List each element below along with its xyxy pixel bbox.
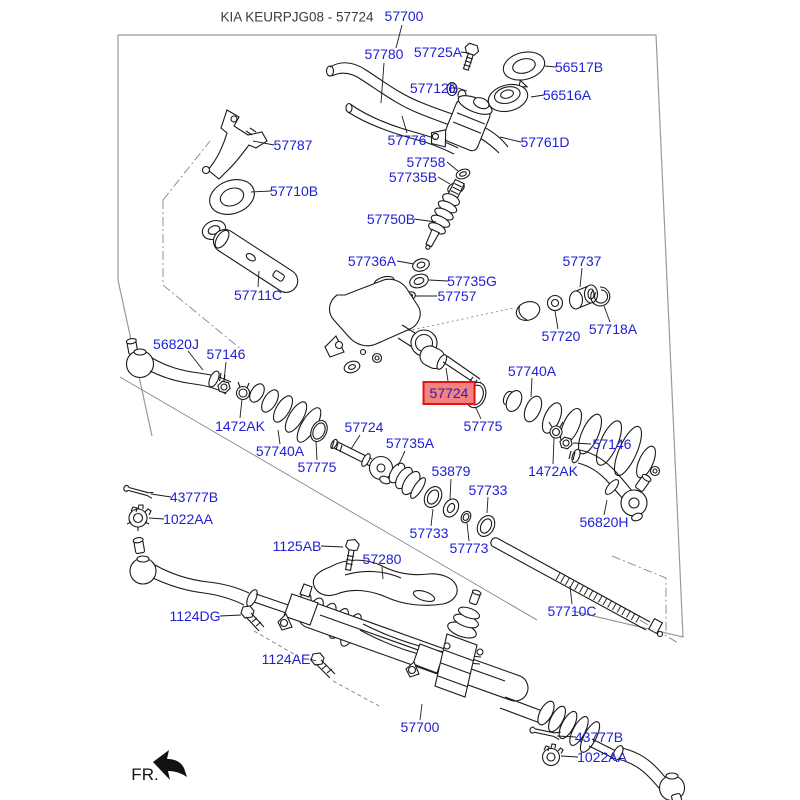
part-label-57740a-23: 57740A <box>255 443 305 459</box>
part-label-57710c-36: 57710C <box>547 603 597 619</box>
washer-53879 <box>440 496 461 519</box>
part-label-57761d-6: 57761D <box>520 134 570 150</box>
fr-label: FR. <box>131 765 159 784</box>
part-label-1022aa-45: 1022AA <box>577 749 627 765</box>
part-label-1472ak-34: 1472AK <box>528 463 578 479</box>
bolt-1124dg <box>241 606 264 631</box>
clamp-1472ak-left <box>237 382 250 400</box>
part-label-57711c-15: 57711C <box>233 287 283 303</box>
part-label-57736a-11: 57736A <box>347 253 397 269</box>
ring-57758 <box>455 167 471 180</box>
part-label-57700-0: 57700 <box>384 8 424 24</box>
washer-57736a <box>411 257 431 274</box>
part-label-57700-43: 57700 <box>400 719 440 735</box>
part-label-57146-21: 57146 <box>206 346 246 362</box>
part-label-57775-31: 57775 <box>463 418 503 434</box>
diagram-title: KIA KEURPJG08 - 57724 <box>220 9 374 25</box>
part-label-56516a-5: 56516A <box>542 87 592 103</box>
nut-57720 <box>548 296 563 311</box>
bracket-57787 <box>203 110 268 179</box>
part-label-57724-25: 57724 <box>344 419 384 435</box>
part-label-56820h-35: 56820H <box>579 514 629 530</box>
part-label-56820j-20: 56820J <box>153 336 199 352</box>
o-ring-57773 <box>459 510 473 525</box>
tube-57711c <box>200 217 303 297</box>
part-label-1125ab-37: 1125AB <box>272 538 322 554</box>
bushing-57737 <box>570 285 598 309</box>
part-label-1124dg-39: 1124DG <box>169 608 221 624</box>
part-label-1472ak-22: 1472AK <box>215 418 265 434</box>
inner-tie-rod-left <box>329 438 392 485</box>
part-label-57710b-14: 57710B <box>269 183 319 199</box>
part-label-57750b-10: 57750B <box>366 211 416 227</box>
part-label-57733-29: 57733 <box>468 482 508 498</box>
part-label-57720-18: 57720 <box>541 328 581 344</box>
valve-body-57761d <box>428 85 495 160</box>
part-label-57280-38: 57280 <box>362 551 402 567</box>
part-label-57733-28: 57733 <box>409 525 449 541</box>
part-label-57740a-32: 57740A <box>507 363 557 379</box>
part-label-1022aa-42: 1022AA <box>163 511 213 527</box>
cotter-pin-43777b-top <box>123 485 153 498</box>
part-label-53879-27: 53879 <box>431 463 471 479</box>
part-label-43777b-44: 43777B <box>574 729 624 745</box>
part-label-1124ae-40: 1124AE <box>261 651 311 667</box>
part-label-57758-8: 57758 <box>406 154 446 170</box>
part-label-57146-33: 57146 <box>592 436 632 452</box>
part-label-57735a-26: 57735A <box>385 435 435 451</box>
part-label-57725a-2: 57725A <box>413 44 463 60</box>
part-label-57735b-9: 57735B <box>388 169 438 185</box>
nut-57146-left <box>217 380 231 394</box>
part-label-57718a-19: 57718A <box>588 321 638 337</box>
part-label-57776-7: 57776 <box>387 132 427 148</box>
castle-nut-1022aa-top <box>127 505 151 531</box>
boot-57740a-right <box>501 388 659 480</box>
part-label-57775-24: 57775 <box>297 459 337 475</box>
part-label-57780-1: 57780 <box>364 46 404 62</box>
part-label-57735g-16: 57735G <box>447 273 497 289</box>
part-label-57773-30: 57773 <box>449 540 489 556</box>
part-label-57757-17: 57757 <box>437 288 477 304</box>
inner-tie-rod-center <box>417 343 481 386</box>
ring-57733-a <box>421 484 445 511</box>
pinion-shaft-57750b <box>418 177 469 253</box>
part-label-57712b-4: 57712B <box>409 80 459 96</box>
bolt-1124ae <box>311 653 335 678</box>
part-label-56517b-3: 56517B <box>554 59 604 75</box>
ring-57733-b <box>474 513 498 540</box>
part-label-43777b-41: 43777B <box>169 489 219 505</box>
cup-part <box>514 298 543 323</box>
part-label-57737-12: 57737 <box>562 253 602 269</box>
seal-57735g <box>408 272 430 290</box>
bushing-57710b <box>205 174 260 221</box>
part-label-57787-13: 57787 <box>273 137 313 153</box>
highlighted-part-label[interactable]: 57724 <box>423 381 476 405</box>
rack-bar-57710c <box>491 538 663 637</box>
castle-nut-1022aa-bottom <box>543 744 564 766</box>
